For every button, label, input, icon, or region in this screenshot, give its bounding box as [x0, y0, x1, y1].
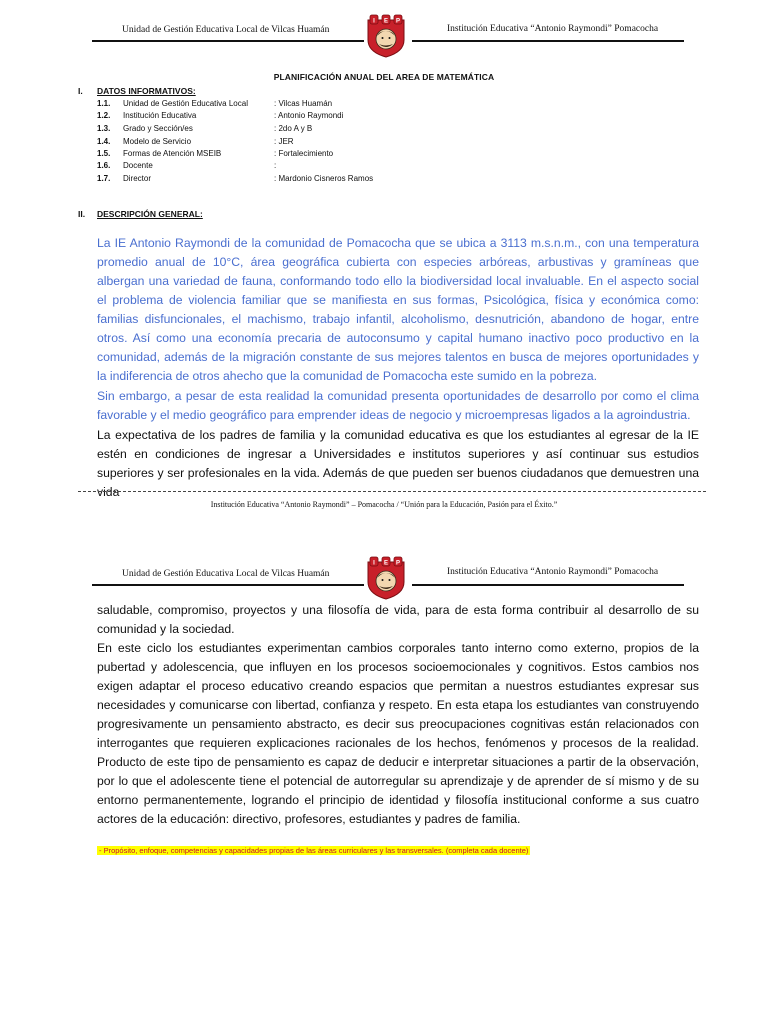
- info-row-label: Director: [123, 174, 152, 183]
- header-left-text: Unidad de Gestión Educativa Local de Vilcas Huamán: [122, 25, 330, 35]
- info-row-number: 1.7.: [97, 174, 111, 183]
- school-crest-icon: [366, 556, 406, 600]
- pending-note-highlight: - Propósito, enfoque, competencias y capacidades propias de las áreas curriculares y las transversales. (completa cada docente): [99, 846, 529, 855]
- info-row: [0, 99, 768, 111]
- header-left-text: Unidad de Gestión Educativa Local de Vilcas Huamán: [122, 569, 330, 579]
- info-row-label: Docente: [123, 161, 153, 170]
- info-row-label: Grado y Sección/es: [123, 124, 193, 133]
- header-right-text: Institución Educativa “Antonio Raymondi” Pomacocha: [447, 24, 659, 34]
- info-row: [0, 161, 768, 173]
- section-1-number: I.: [78, 86, 83, 96]
- section-1-title: DATOS INFORMATIVOS:: [97, 86, 196, 96]
- info-row-value: : 2do A y B: [274, 124, 313, 133]
- crest-letter-3: P: [395, 560, 401, 567]
- description-paragraph-continuation: saludable, compromiso, proyectos y una filosofía de vida, para de esta forma contribuir al desarrollo de su comunidad y la sociedad.: [97, 603, 699, 636]
- info-row-number: 1.4.: [97, 137, 111, 146]
- info-row: [0, 174, 768, 186]
- description-paragraph-expectations: La expectativa de los padres de familia y la comunidad educativa es que los estudiantes al egresar de la IE estén en condiciones de ingresar a Universidades e institutos superiores y así continuar sus estudios superiores y ser profesionales en la vida. Además de que pueden ser buenos ciudadanos que demuestren una vida: [97, 428, 699, 499]
- info-row-value: : Antonio Raymondi: [274, 111, 344, 120]
- header-rule-left: [92, 584, 364, 586]
- info-row-value: :: [274, 161, 277, 170]
- info-row-label: Modelo de Servicio: [123, 137, 192, 146]
- crest-letter-1: I: [373, 18, 375, 25]
- info-row-label: Institución Educativa: [123, 111, 197, 120]
- info-row: [0, 137, 768, 149]
- section-2-title: DESCRIPCIÓN GENERAL:: [97, 209, 203, 219]
- crest-letter-3: P: [395, 18, 401, 25]
- crest-letter-2: E: [383, 18, 389, 25]
- info-row-value: : Vilcas Huamán: [274, 99, 333, 108]
- description-paragraph-students: En este ciclo los estudiantes experimentan cambios corporales tanto interno como externo, propios de la pubertad y adolescencia, que influyen en los procesos socioemocionales y cognitivos. Estos cambios nos exigen adaptar el proceso educativo creando espacios que permitan a nuestros estudiantes expresar sus necesidades y comunicarse con libertad, confianza y respeto. En esta etapa los estudiantes van construyendo progresivamente un pensamiento abstracto, es decir sus preocupaciones cognitivas están relacionados con interrogantes que requieren explicaciones racionales de los hechos, fenómenos y procesos de la realidad. Producto de este tipo de pensamiento es capaz de deducir e interpretar situaciones a partir de la observación, por lo que el adolescente tiene el potencial de autorregular su aprendizaje y de aprender de sí mismo y de su entorno permanentemente, logrando el principio de identidad y filosofía institucional conforme a sus cuatro actores de la educación: directivo, profesores, estudiantes y padres de familia.: [97, 641, 699, 826]
- info-row-label: Formas de Atención MSEIB: [123, 149, 222, 158]
- description-paragraph-context: La IE Antonio Raymondi de la comunidad de Pomacocha que se ubica a 3113 m.s.n.m., con una temperatura promedio anual de 10°C, área geográfica cubierta con especies arbóreas, arbustivas y gramíneas que albergan una variedad de fauna, conformando todo ello la biodiversidad local invaluable. En el aspecto social el problema de violencia familiar que se manifiesta en sus formas, Psicológica, física y económica como: familias disfuncionales, el machismo, trabajo infantil, alcoholismo, desnutrición, abandono de hogar, entre otros. Así como una economía precaria de autoconsumo y capital humano inactivo poco productivo en la comunidad, además de la migración constante de sus mejores talentos en busca de mejores oportunidades y la indiferencia de otros ahecho que la comunidad de Pomacocha este sumido en la pobreza.: [97, 236, 699, 383]
- info-row-value: : Fortalecimiento: [274, 149, 334, 158]
- footer-text: Institución Educativa “Antonio Raymondi” – Pomacocha / “Unión para la Educación, Pasión para el Éxito.”: [210, 500, 558, 509]
- info-row-number: 1.1.: [97, 99, 111, 108]
- info-row-value: : JER: [274, 137, 294, 146]
- info-row-number: 1.3.: [97, 124, 111, 133]
- crest-letter-2: E: [383, 560, 389, 567]
- info-row-value: : Mardonio Cisneros Ramos: [274, 174, 374, 183]
- info-row-number: 1.2.: [97, 111, 111, 120]
- info-row: [0, 111, 768, 123]
- footer-divider: [78, 491, 706, 492]
- document-title: PLANIFICACIÓN ANUAL DEL AREA DE MATEMÁTICA: [273, 72, 495, 82]
- header-rule-right: [412, 584, 684, 586]
- school-crest-icon: [366, 14, 406, 58]
- crest-letter-1: I: [373, 560, 375, 567]
- info-row-label: Unidad de Gestión Educativa Local: [123, 99, 248, 108]
- description-paragraph-opportunities: Sin embargo, a pesar de esta realidad la comunidad presenta oportunidades de desarrollo por como el clima favorable y el medio geográfico para emprender ideas de negocio y microempresas ligados a la agroindustria.: [97, 389, 699, 422]
- section-2-number: II.: [78, 209, 86, 219]
- header-rule-right: [412, 40, 684, 42]
- header-rule-left: [92, 40, 364, 42]
- info-row: [0, 124, 768, 136]
- info-row-number: 1.5.: [97, 149, 111, 158]
- header-right-text: Institución Educativa “Antonio Raymondi” Pomacocha: [447, 567, 659, 577]
- info-row-number: 1.6.: [97, 161, 111, 170]
- info-row: [0, 149, 768, 161]
